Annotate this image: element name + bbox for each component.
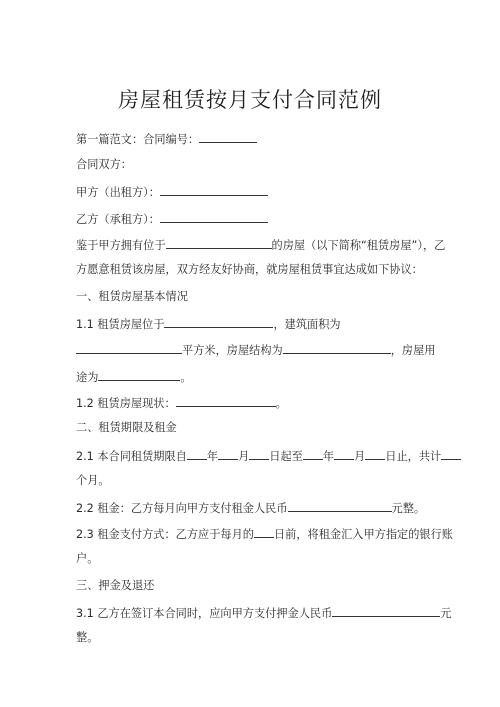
text-segment: 个月。	[76, 474, 110, 487]
text-segment: 2.3 租金支付方式：乙方应于每月的	[76, 528, 254, 541]
fill-in-blank	[303, 448, 323, 460]
text-segment: 途为	[76, 371, 99, 384]
text-segment: 月	[354, 450, 366, 463]
fill-in-blank	[288, 500, 392, 512]
text-line	[76, 184, 428, 200]
fill-in-blank	[441, 448, 461, 460]
fill-in-blank	[76, 342, 182, 354]
text-line	[76, 605, 452, 621]
fill-in-blank	[218, 448, 238, 460]
fill-in-blank	[254, 526, 274, 538]
text-segment: 年	[206, 450, 219, 463]
fill-in-blank	[332, 605, 440, 617]
text-line	[76, 395, 428, 411]
text-line	[76, 448, 442, 464]
text-segment: 一、租赁房屋基本情况	[76, 290, 188, 303]
text-segment: 方愿意租赁该房屋，双方经友好协商，就房屋租赁事宜达成如下协议：	[76, 263, 423, 276]
fill-in-blank	[249, 448, 269, 460]
text-segment: 第一篇范文：合同编号：	[76, 133, 200, 146]
text-line	[76, 342, 436, 358]
text-line	[76, 131, 428, 147]
fill-in-blank	[160, 211, 268, 223]
text-segment: 3.1 乙方在签订本合同时，应向甲方支付押金人民币	[76, 607, 333, 620]
text-segment: 日止，共计	[385, 450, 442, 463]
fill-in-blank	[166, 237, 272, 249]
text-segment: 平方米，房屋结构为	[182, 344, 283, 357]
fill-in-blank	[160, 184, 268, 196]
text-segment: 2.2 租金：乙方每月向甲方支付租金人民币	[76, 502, 288, 515]
text-line	[76, 526, 453, 542]
text-segment: 元整。	[391, 502, 426, 515]
text-segment: 鉴于甲方拥有位于	[76, 239, 166, 252]
text-segment: 日起至	[269, 450, 303, 463]
fill-in-blank	[187, 448, 207, 460]
fill-in-blank	[334, 448, 354, 460]
text-segment: 。	[275, 397, 287, 410]
text-segment: 的房屋（以下简称“租赁房屋”），乙	[271, 239, 446, 252]
document-title: 房屋租赁按月支付合同范例	[118, 88, 382, 112]
fill-in-blank	[164, 316, 273, 328]
fill-in-blank	[283, 342, 391, 354]
fill-in-blank	[98, 369, 180, 381]
text-segment: 户。	[76, 552, 99, 565]
text-segment: 1.1 租赁房屋位于	[76, 318, 165, 331]
text-line	[76, 290, 428, 304]
text-segment: 2.1 本合同租赁期限自	[76, 450, 187, 463]
text-line	[76, 316, 428, 332]
text-line	[76, 263, 428, 277]
text-segment: 。	[180, 371, 192, 384]
text-segment: ，建筑面积为	[273, 318, 341, 331]
fill-in-blank	[176, 395, 276, 407]
text-segment: 乙方（承租方）：	[76, 213, 160, 226]
text-line	[76, 631, 428, 645]
text-segment: 1.2 租赁房屋现状：	[76, 397, 176, 410]
text-segment: 整。	[76, 631, 99, 644]
text-segment: ，房屋用	[390, 344, 436, 357]
text-line	[76, 237, 446, 253]
text-segment: 甲方（出租方）：	[76, 186, 160, 199]
text-line	[76, 579, 428, 593]
text-line	[76, 158, 428, 172]
text-segment: 月	[238, 450, 250, 463]
text-segment: 合同双方：	[76, 158, 132, 171]
text-segment: 年	[322, 450, 335, 463]
fill-in-blank	[199, 131, 257, 143]
text-line	[76, 211, 428, 227]
text-line	[76, 552, 428, 566]
fill-in-blank	[365, 448, 385, 460]
text-segment: 元	[440, 607, 452, 620]
text-segment: 二、租赁期限及租金	[76, 421, 177, 434]
text-line	[76, 474, 428, 488]
text-line	[76, 500, 428, 516]
text-segment: 三、押金及退还	[76, 579, 155, 592]
text-segment: 日前，将租金汇入甲方指定的银行账	[273, 528, 453, 541]
text-line	[76, 369, 428, 385]
text-line	[76, 421, 428, 435]
